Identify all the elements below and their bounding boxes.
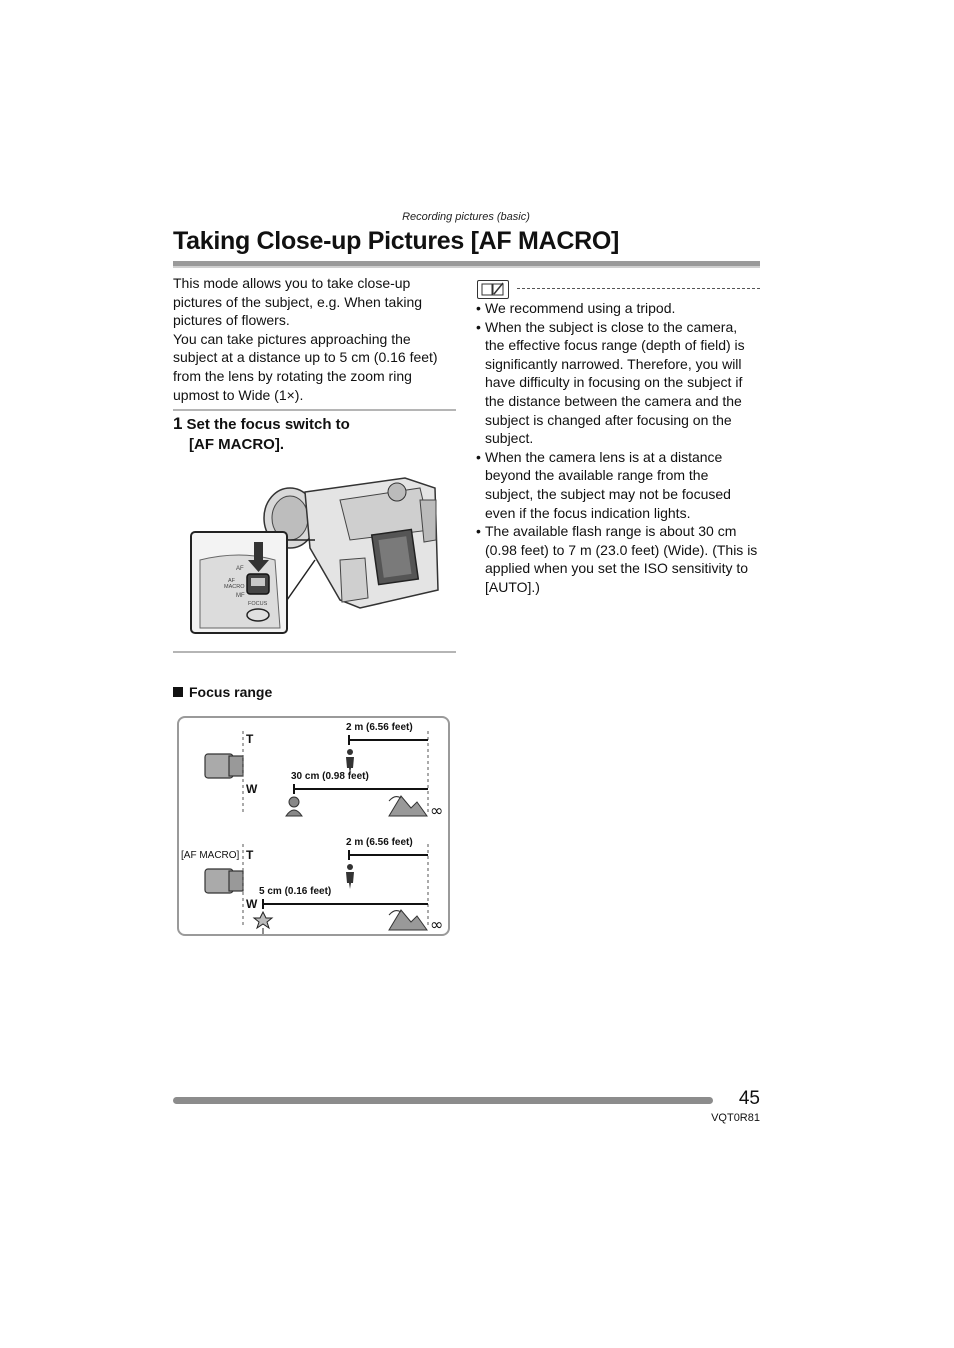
title-rule	[173, 261, 760, 268]
switch-label-af: AF	[236, 566, 244, 572]
focus-range-lines	[177, 716, 450, 936]
note-item: • When the subject is close to the camera, the effective focus range (depth of field) is significantly narrowed. Therefore, you will have difficulty in focusing on the subject if the distance between the camera and the subject is changed after focusing on the subject.	[476, 318, 760, 448]
normal-t-label: T	[246, 732, 254, 746]
divider-bottom	[173, 651, 456, 653]
note-icon	[477, 280, 509, 299]
intro-text	[173, 274, 458, 404]
step-number: 1	[173, 414, 183, 433]
camera-icon-normal	[205, 754, 243, 778]
switch-label-mf: MF	[236, 593, 245, 599]
macro-w-label: W	[246, 897, 258, 911]
infinity-label: ∞	[430, 915, 444, 934]
macro-wide-distance: 5 cm (0.16 feet)	[259, 886, 332, 897]
intro-paragraph-1: This mode allows you to take close-up pictures of the subject, e.g. When taking pictures of flowers.	[173, 275, 423, 329]
focus-range-heading: Focus range	[173, 684, 272, 700]
note-item: • When the camera lens is at a distance beyond the available range from the subject, the subject may not be focused even if the focus indication lights.	[476, 448, 760, 522]
normal-wide-distance: 30 cm (0.98 feet)	[291, 771, 369, 782]
step-text-line1: Set the focus switch to	[186, 416, 350, 433]
normal-w-label: W	[246, 782, 258, 796]
mountain-icon	[389, 910, 427, 930]
infinity-label: ∞	[430, 801, 444, 820]
switch-label-af-macro-1: AF	[228, 578, 236, 584]
note-item: • We recommend using a tripod.	[476, 299, 760, 318]
model-code: VQT0R81	[711, 1112, 760, 1124]
footer-rule	[173, 1097, 713, 1104]
macro-t-label: T	[246, 848, 254, 862]
page-number: 45	[738, 1088, 760, 1109]
note-divider	[517, 288, 760, 289]
mountain-icon	[389, 796, 427, 816]
switch-label-af-macro-2: MACRO	[224, 584, 245, 590]
normal-tele-distance: 2 m (6.56 feet)	[346, 722, 413, 733]
step-1	[173, 414, 350, 455]
note-item: • The available flash range is about 30 cm (0.98 feet) to 7 m (23.0 feet) (Wide). (This is applied when you set the ISO sensitivity to [AUTO].)	[476, 522, 760, 596]
camera-illustration	[190, 470, 440, 635]
divider-top	[173, 409, 456, 411]
camera-icon-macro	[205, 869, 243, 893]
intro-paragraph-2: You can take pictures approaching the subject at a distance up to 5 cm (0.16 feet) from the lens by rotating the zoom ring upmost to Wide (1×).	[173, 330, 438, 403]
person-icon	[346, 864, 354, 889]
switch-label-focus: FOCUS	[248, 601, 268, 607]
page-title: Taking Close-up Pictures [AF MACRO]	[173, 227, 620, 255]
step-text-line2: [AF MACRO].	[189, 436, 284, 453]
portrait-icon	[286, 797, 302, 816]
af-macro-label: [AF MACRO]	[181, 850, 240, 861]
section-label: Recording pictures (basic)	[402, 211, 530, 223]
square-bullet-icon	[173, 687, 183, 697]
notes-list	[476, 299, 760, 597]
macro-tele-distance: 2 m (6.56 feet)	[346, 837, 413, 848]
flower-icon	[254, 912, 272, 934]
